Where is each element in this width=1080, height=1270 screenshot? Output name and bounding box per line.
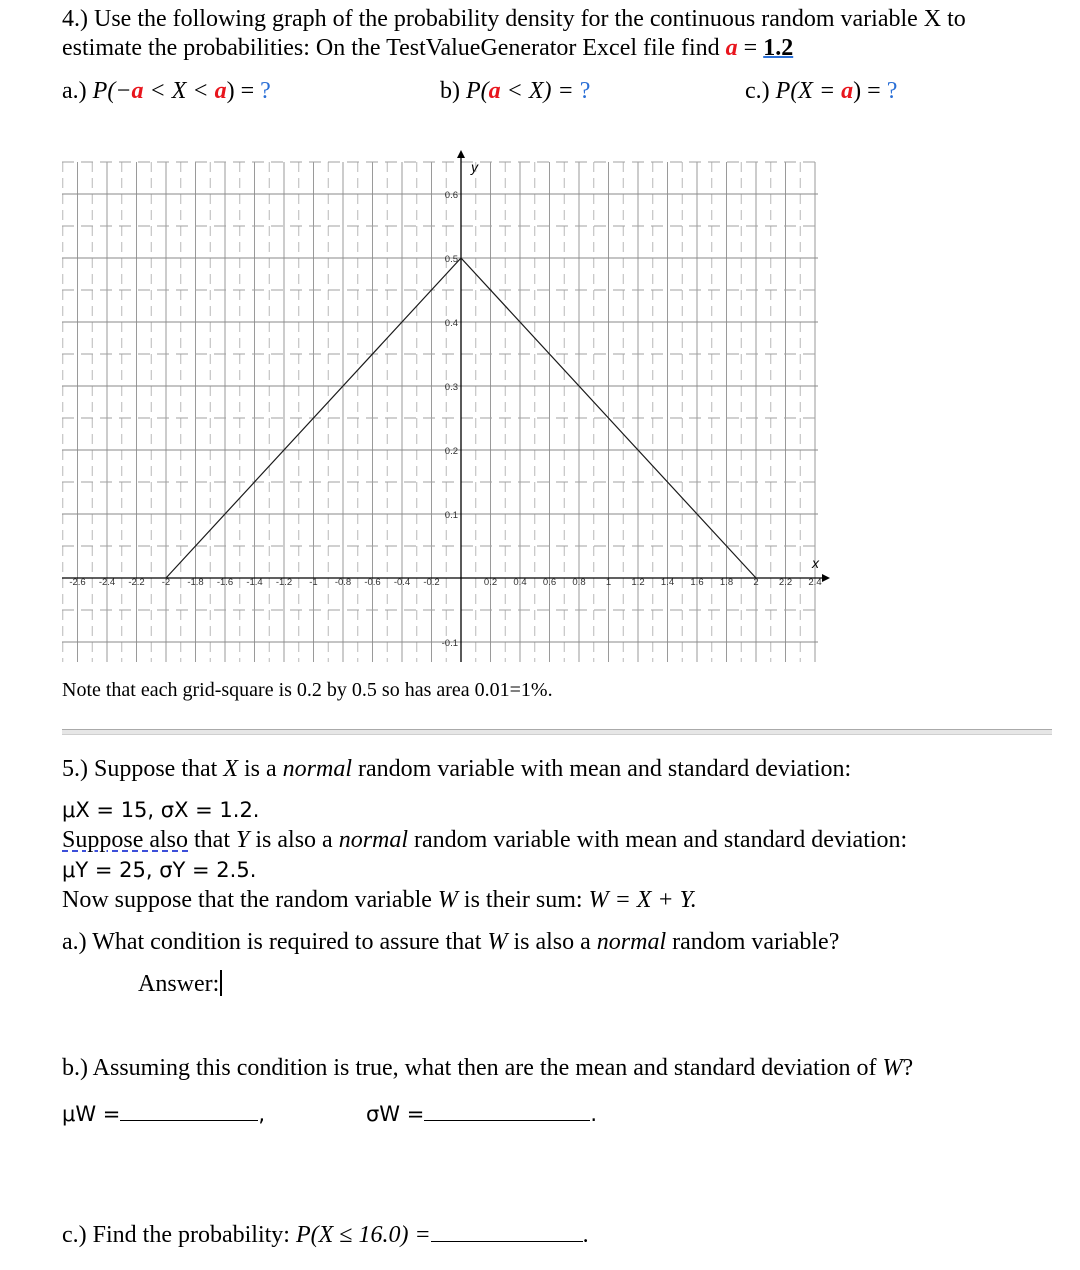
y-tick-label: 0.6 [444, 190, 458, 201]
x-axis-label: x [812, 555, 819, 571]
y-tick-label: 0.2 [444, 446, 458, 457]
x-tick-label: -2.6 [69, 577, 86, 588]
x-tick-label: 0.2 [483, 577, 498, 588]
x-tick-label: -2.4 [98, 577, 116, 588]
q5-part-b: b.) Assuming this condition is true, what then are the mean and standard deviation of W? [62, 1055, 914, 1081]
q5-intro: 5.) Suppose that X is a normal random variable with mean and standard deviation: [62, 756, 852, 782]
y-tick-label: 0.5 [444, 254, 458, 265]
q5-part-c: c.) Find the probability: P(X ≤ 16.0) = . [62, 1222, 589, 1248]
sigma-w-field[interactable]: σW = . [366, 1102, 598, 1126]
y-axis-label: y [471, 159, 478, 175]
x-tick-label: -1.4 [246, 577, 263, 588]
text-cursor [220, 970, 222, 996]
x-tick-label: 0.8 [572, 577, 586, 588]
q4a-answer[interactable]: ? [260, 78, 271, 104]
q5-part-a: a.) What condition is required to assure that W is also a normal random variable? [62, 929, 840, 955]
x-tick-label: 1.2 [631, 577, 645, 588]
x-tick-label: 0.4 [513, 577, 527, 588]
x-tick-label: -0.2 [423, 577, 440, 588]
x-tick-label: -0.6 [364, 577, 381, 588]
q4-part-b: b) P(a < X) = ? [440, 78, 591, 104]
y-tick-label: 0.1 [444, 510, 458, 521]
x-tick-label: -0.8 [334, 577, 352, 588]
grid-note: Note that each grid-square is 0.2 by 0.5 so has area 0.01=1%. [62, 679, 553, 701]
x-tick-label: -2 [161, 577, 171, 588]
x-tick-label: -1 [309, 577, 318, 588]
x-tick-label: 0.6 [542, 577, 557, 588]
q4-part-a: a.) P(−a < X < a) = ? [62, 78, 271, 104]
x-axis-arrow [822, 574, 830, 582]
prob-blank[interactable] [431, 1221, 583, 1242]
chart-ticks [69, 190, 821, 649]
x-tick-label: 1.6 [690, 577, 704, 588]
q5-w-def: Now suppose that the random variable W is their sum: W = X + Y. [62, 887, 697, 913]
x-tick-label: -1.8 [187, 577, 204, 588]
sigma-w-blank[interactable] [424, 1100, 590, 1121]
q5-y-intro: Suppose also that Y is also a normal random variable with mean and standard deviation: [62, 827, 908, 853]
x-tick-label: 2.2 [778, 577, 793, 588]
q4-part-c: c.) P(X = a) = ? [745, 78, 898, 104]
x-tick-label: 1.8 [719, 577, 734, 588]
section-separator [62, 729, 1052, 735]
x-tick-label: -0.4 [393, 577, 411, 588]
x-tick-label: 2 [753, 577, 759, 588]
x-tick-label: -1.6 [216, 577, 234, 588]
mu-w-field[interactable]: μW = , [62, 1102, 266, 1126]
q4-line2: estimate the probabilities: On the TestValueGenerator Excel file find a = 1.2 [62, 35, 794, 61]
a-value-link[interactable]: 1.2 [763, 35, 794, 61]
x-tick-label: 1 [605, 577, 612, 588]
q4b-answer[interactable]: ? [579, 78, 591, 104]
answer-label: Answer: [138, 971, 220, 997]
q4-line1: 4.) Use the following graph of the probability density for the continuous random variable X to [62, 6, 966, 32]
q5-y-params: μY = 25, σY = 2.5. [62, 858, 257, 882]
y-axis-arrow [457, 150, 465, 158]
mu-w-blank[interactable] [120, 1100, 258, 1121]
x-tick-label: 1.4 [660, 577, 675, 588]
y-tick-label: -0.1 [441, 638, 458, 649]
y-tick-label: 0.3 [444, 382, 458, 393]
x-tick-label: -1.2 [275, 577, 293, 588]
chart-grid [62, 162, 818, 662]
y-tick-label: 0.4 [444, 318, 458, 329]
a-symbol: a [725, 35, 738, 61]
answer-field[interactable] [138, 970, 222, 998]
x-tick-label: 2.4 [808, 577, 822, 588]
q5-x-params: μX = 15, σX = 1.2. [62, 798, 260, 822]
x-tick-label: -2.2 [128, 577, 145, 588]
q4c-answer[interactable]: ? [886, 78, 898, 104]
